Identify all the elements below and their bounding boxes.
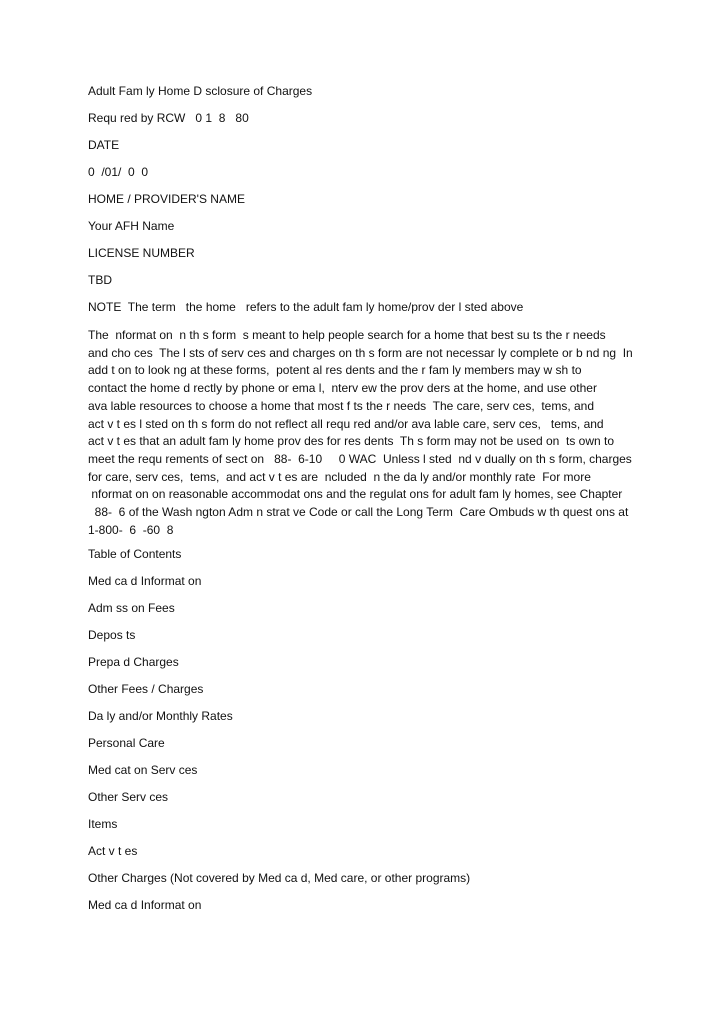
intro-line: act v t es that an adult fam ly home prov des for res dents Th s form may not be used on ts own to <box>88 434 615 449</box>
intro-line: 88- 6 of the Wash ngton Adm n strat ve Code or call the Long Term Care Ombuds w th quest ons at <box>88 505 629 520</box>
intro-line: nformat on on reasonable accommodat ons and the regulat ons for adult fam ly homes, see Chapter <box>88 487 623 502</box>
intro-line: 1-800- 6 -60 8 <box>88 522 174 537</box>
toc-item-other-fees-charges[interactable]: Other Fees / Charges <box>88 682 204 697</box>
document-title: Adult Fam ly Home D sclosure of Charges <box>88 84 313 98</box>
license-number-value: TBD <box>88 273 112 287</box>
required-by-text: Requ red by RCW 0 1 8 80 <box>88 111 249 125</box>
toc-item-admission-fees[interactable]: Adm ss on Fees <box>88 601 175 616</box>
toc-item-activities[interactable]: Act v t es <box>88 844 138 859</box>
toc-item-other-charges[interactable]: Other Charges (Not covered by Med ca d, Med care, or other programs) <box>88 871 471 886</box>
toc-item-other-services[interactable]: Other Serv ces <box>88 790 169 805</box>
intro-line: add t on to look ng at these forms, potent al res dents and the r fam ly members may w sh to <box>88 363 582 378</box>
intro-line: for care, serv ces, tems, and act v t es are ncluded n the da ly and/or monthly rate For more <box>88 469 591 484</box>
intro-line: and cho ces The l sts of serv ces and charges on th s form are not necessar ly complete or b nd ng In <box>88 345 633 360</box>
toc-item-items[interactable]: Items <box>88 817 118 832</box>
toc-item-deposits[interactable]: Depos ts <box>88 628 136 643</box>
intro-line: The nformat on n th s form s meant to help people search for a home that best su ts the r needs <box>88 328 606 342</box>
intro-paragraph <box>88 327 640 539</box>
intro-line: act v t es l sted on th s form do not reflect all requ red and/or ava lable care, serv ces, tems, and <box>88 416 604 431</box>
toc-item-daily-monthly-rates[interactable]: Da ly and/or Monthly Rates <box>88 709 233 724</box>
date-value: 0 /01/ 0 0 <box>88 165 149 179</box>
provider-name-label: HOME / PROVIDER'S NAME <box>88 192 245 206</box>
provider-name-value: Your AFH Name <box>88 219 175 233</box>
toc-item-medication-services[interactable]: Med cat on Serv ces <box>88 763 198 778</box>
date-label: DATE <box>88 138 120 152</box>
note-text: NOTE The term the home refers to the adult fam ly home/prov der l sted above <box>88 300 524 314</box>
license-number-label: LICENSE NUMBER <box>88 246 195 260</box>
toc-item-medicaid-information[interactable]: Med ca d Informat on <box>88 574 202 589</box>
document-page <box>88 84 640 925</box>
toc-item-prepaid-charges[interactable]: Prepa d Charges <box>88 655 179 670</box>
intro-line: ava lable resources to choose a home that most f ts the r needs The care, serv ces, tems, and <box>88 398 595 413</box>
intro-line: contact the home d rectly by phone or ema l, nterv ew the prov ders at the home, and use other <box>88 381 597 396</box>
intro-line: meet the requ rements of sect on 88- 6-10 0 WAC Unless l sted nd v dually on th s form, charges <box>88 451 632 466</box>
toc-heading: Table of Contents <box>88 547 182 562</box>
toc-item-personal-care[interactable]: Personal Care <box>88 736 165 751</box>
section-heading-medicaid-information: Med ca d Informat on <box>88 898 202 913</box>
